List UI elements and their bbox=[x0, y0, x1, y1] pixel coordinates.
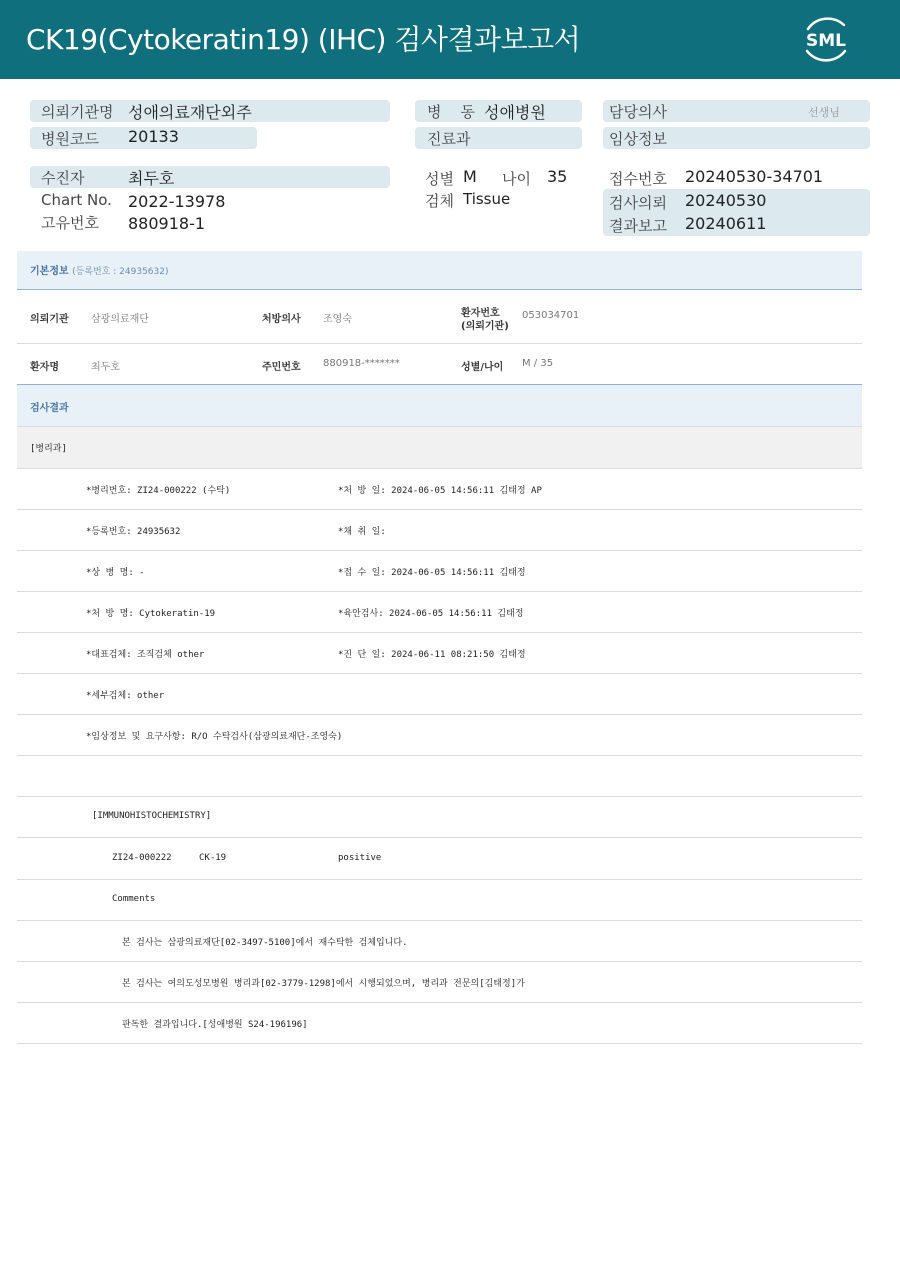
institution-value: 삼광의료재단 bbox=[91, 314, 149, 325]
request-value: 20240530 bbox=[685, 191, 767, 210]
specimen-label: 검체 bbox=[425, 192, 454, 210]
divider bbox=[17, 289, 862, 290]
prescriber-value: 조영숙 bbox=[323, 314, 352, 325]
receipt-no-value: 20240530-34701 bbox=[685, 167, 824, 186]
ihc-id: ZI24-000222 bbox=[112, 853, 172, 863]
divider bbox=[17, 1002, 862, 1003]
divider bbox=[17, 837, 862, 838]
department-label: 진료과 bbox=[427, 130, 471, 148]
divider bbox=[17, 632, 862, 633]
result-row-left: *병리번호: ZI24-000222 (수탁) bbox=[86, 486, 231, 496]
divider bbox=[17, 1043, 862, 1044]
patient-no-label-sub: (의뢰기관) bbox=[461, 321, 509, 332]
patient-label: 수진자 bbox=[41, 169, 85, 187]
ihc-marker: CK-19 bbox=[199, 853, 227, 863]
hospital-code-value: 20133 bbox=[128, 127, 179, 146]
sex-label: 성별 bbox=[425, 170, 454, 188]
patient-no-label: 환자번호 bbox=[461, 308, 500, 319]
results-title: 검사결과 bbox=[30, 403, 69, 414]
results-header bbox=[17, 385, 862, 426]
unique-no-label: 고유번호 bbox=[41, 214, 99, 232]
report-value: 20240611 bbox=[685, 214, 767, 233]
divider bbox=[17, 714, 862, 715]
result-row-right: *육안검사: 2024-06-05 14:56:11 김태정 bbox=[338, 609, 524, 619]
divider bbox=[17, 796, 862, 797]
result-row-right: *채 취 일: bbox=[338, 527, 386, 537]
divider bbox=[17, 961, 862, 962]
ihc-header: [IMMUNOHISTOCHEMISTRY] bbox=[92, 811, 212, 821]
patient-name-value: 최두호 bbox=[91, 362, 120, 373]
chart-no-value: 2022-13978 bbox=[128, 192, 226, 211]
sex-age-label: 성별/나이 bbox=[461, 362, 504, 373]
patient-value: 최두호 bbox=[128, 169, 175, 188]
divider bbox=[17, 591, 862, 592]
referring-institution-label: 의뢰기관명 bbox=[41, 103, 114, 121]
comment-line: 본 검사는 여의도성모병원 병리과[02-3779-1298]에서 시행되었으며, 병리과 전문의[김태정]가 bbox=[122, 979, 525, 989]
divider bbox=[17, 920, 862, 921]
comment-line: 본 검사는 삼광의료재단[02-3497-5100]에서 재수탁한 검체입니다. bbox=[122, 938, 408, 948]
result-row-left: *상 병 명: - bbox=[86, 568, 145, 578]
result-row-left: *세부검체: other bbox=[86, 691, 165, 701]
result-row-left: *임상정보 및 요구사항: R/O 수탁검사(삼광의료재단-조영숙) bbox=[86, 732, 343, 742]
result-row-left: *처 방 명: Cytokeratin-19 bbox=[86, 609, 216, 619]
result-row-right: *접 수 일: 2024-06-05 14:56:11 김태정 bbox=[338, 568, 526, 578]
ihc-result: positive bbox=[338, 853, 382, 863]
basic-info-header bbox=[17, 251, 862, 289]
comment-line: 판독한 결과입니다.[성애병원 S24-196196] bbox=[122, 1020, 308, 1030]
referring-institution-value: 성애의료재단외주 bbox=[128, 103, 252, 122]
request-label: 검사의뢰 bbox=[609, 194, 667, 212]
unique-no-value: 880918-1 bbox=[128, 214, 206, 233]
divider bbox=[17, 673, 862, 674]
basic-info-subtitle: (등록번호 : 24935632) bbox=[72, 267, 169, 277]
basic-info-title: 기본정보 (등록번호 : 24935632) bbox=[30, 266, 169, 277]
divider bbox=[17, 509, 862, 510]
receipt-no-label: 접수번호 bbox=[609, 170, 667, 188]
patient-name-label: 환자명 bbox=[30, 362, 59, 373]
rrn-label: 주민번호 bbox=[262, 362, 301, 373]
prescriber-label: 처방의사 bbox=[262, 314, 301, 325]
report-label: 결과보고 bbox=[609, 217, 667, 235]
report-title: CK19(Cytokeratin19) (IHC) 검사결과보고서 bbox=[26, 23, 581, 56]
rrn-value: 880918-******* bbox=[323, 358, 400, 369]
sex-age-value: M / 35 bbox=[522, 358, 554, 369]
doctor-label: 담당의사 bbox=[609, 103, 667, 121]
institution-label: 의뢰기관 bbox=[30, 314, 69, 325]
ward-value: 성애병원 bbox=[484, 103, 546, 122]
result-row-left: *등록번호: 24935632 bbox=[86, 527, 181, 537]
patient-no-value: 053034701 bbox=[522, 310, 580, 321]
department-row-bg bbox=[17, 427, 862, 468]
hospital-code-label: 병원코드 bbox=[41, 130, 99, 148]
sex-value: M bbox=[463, 167, 477, 186]
logo-text: SML bbox=[806, 31, 846, 51]
result-row-left: *대표검체: 조직검체 other bbox=[86, 650, 205, 660]
age-label: 나이 bbox=[502, 170, 531, 188]
specimen-value: Tissue bbox=[463, 190, 511, 208]
chart-no-label: Chart No. bbox=[41, 191, 112, 209]
divider bbox=[17, 879, 862, 880]
result-row-right: *처 방 일: 2024-06-05 14:56:11 김태정 AP bbox=[338, 486, 542, 496]
divider bbox=[17, 343, 862, 344]
doctor-suffix: 선생님 bbox=[808, 106, 840, 119]
ward-label: 병 동 bbox=[427, 103, 476, 121]
report-header bbox=[0, 0, 900, 79]
result-row-right: *진 단 일: 2024-06-11 08:21:50 김태정 bbox=[338, 650, 526, 660]
divider bbox=[17, 755, 862, 756]
department-tag: [병리과] bbox=[30, 444, 67, 454]
divider bbox=[17, 468, 862, 469]
clinical-info-label: 임상정보 bbox=[609, 130, 667, 148]
sml-logo-icon bbox=[798, 12, 854, 66]
age-value: 35 bbox=[547, 167, 568, 186]
divider bbox=[17, 550, 862, 551]
comments-label: Comments bbox=[112, 894, 156, 904]
